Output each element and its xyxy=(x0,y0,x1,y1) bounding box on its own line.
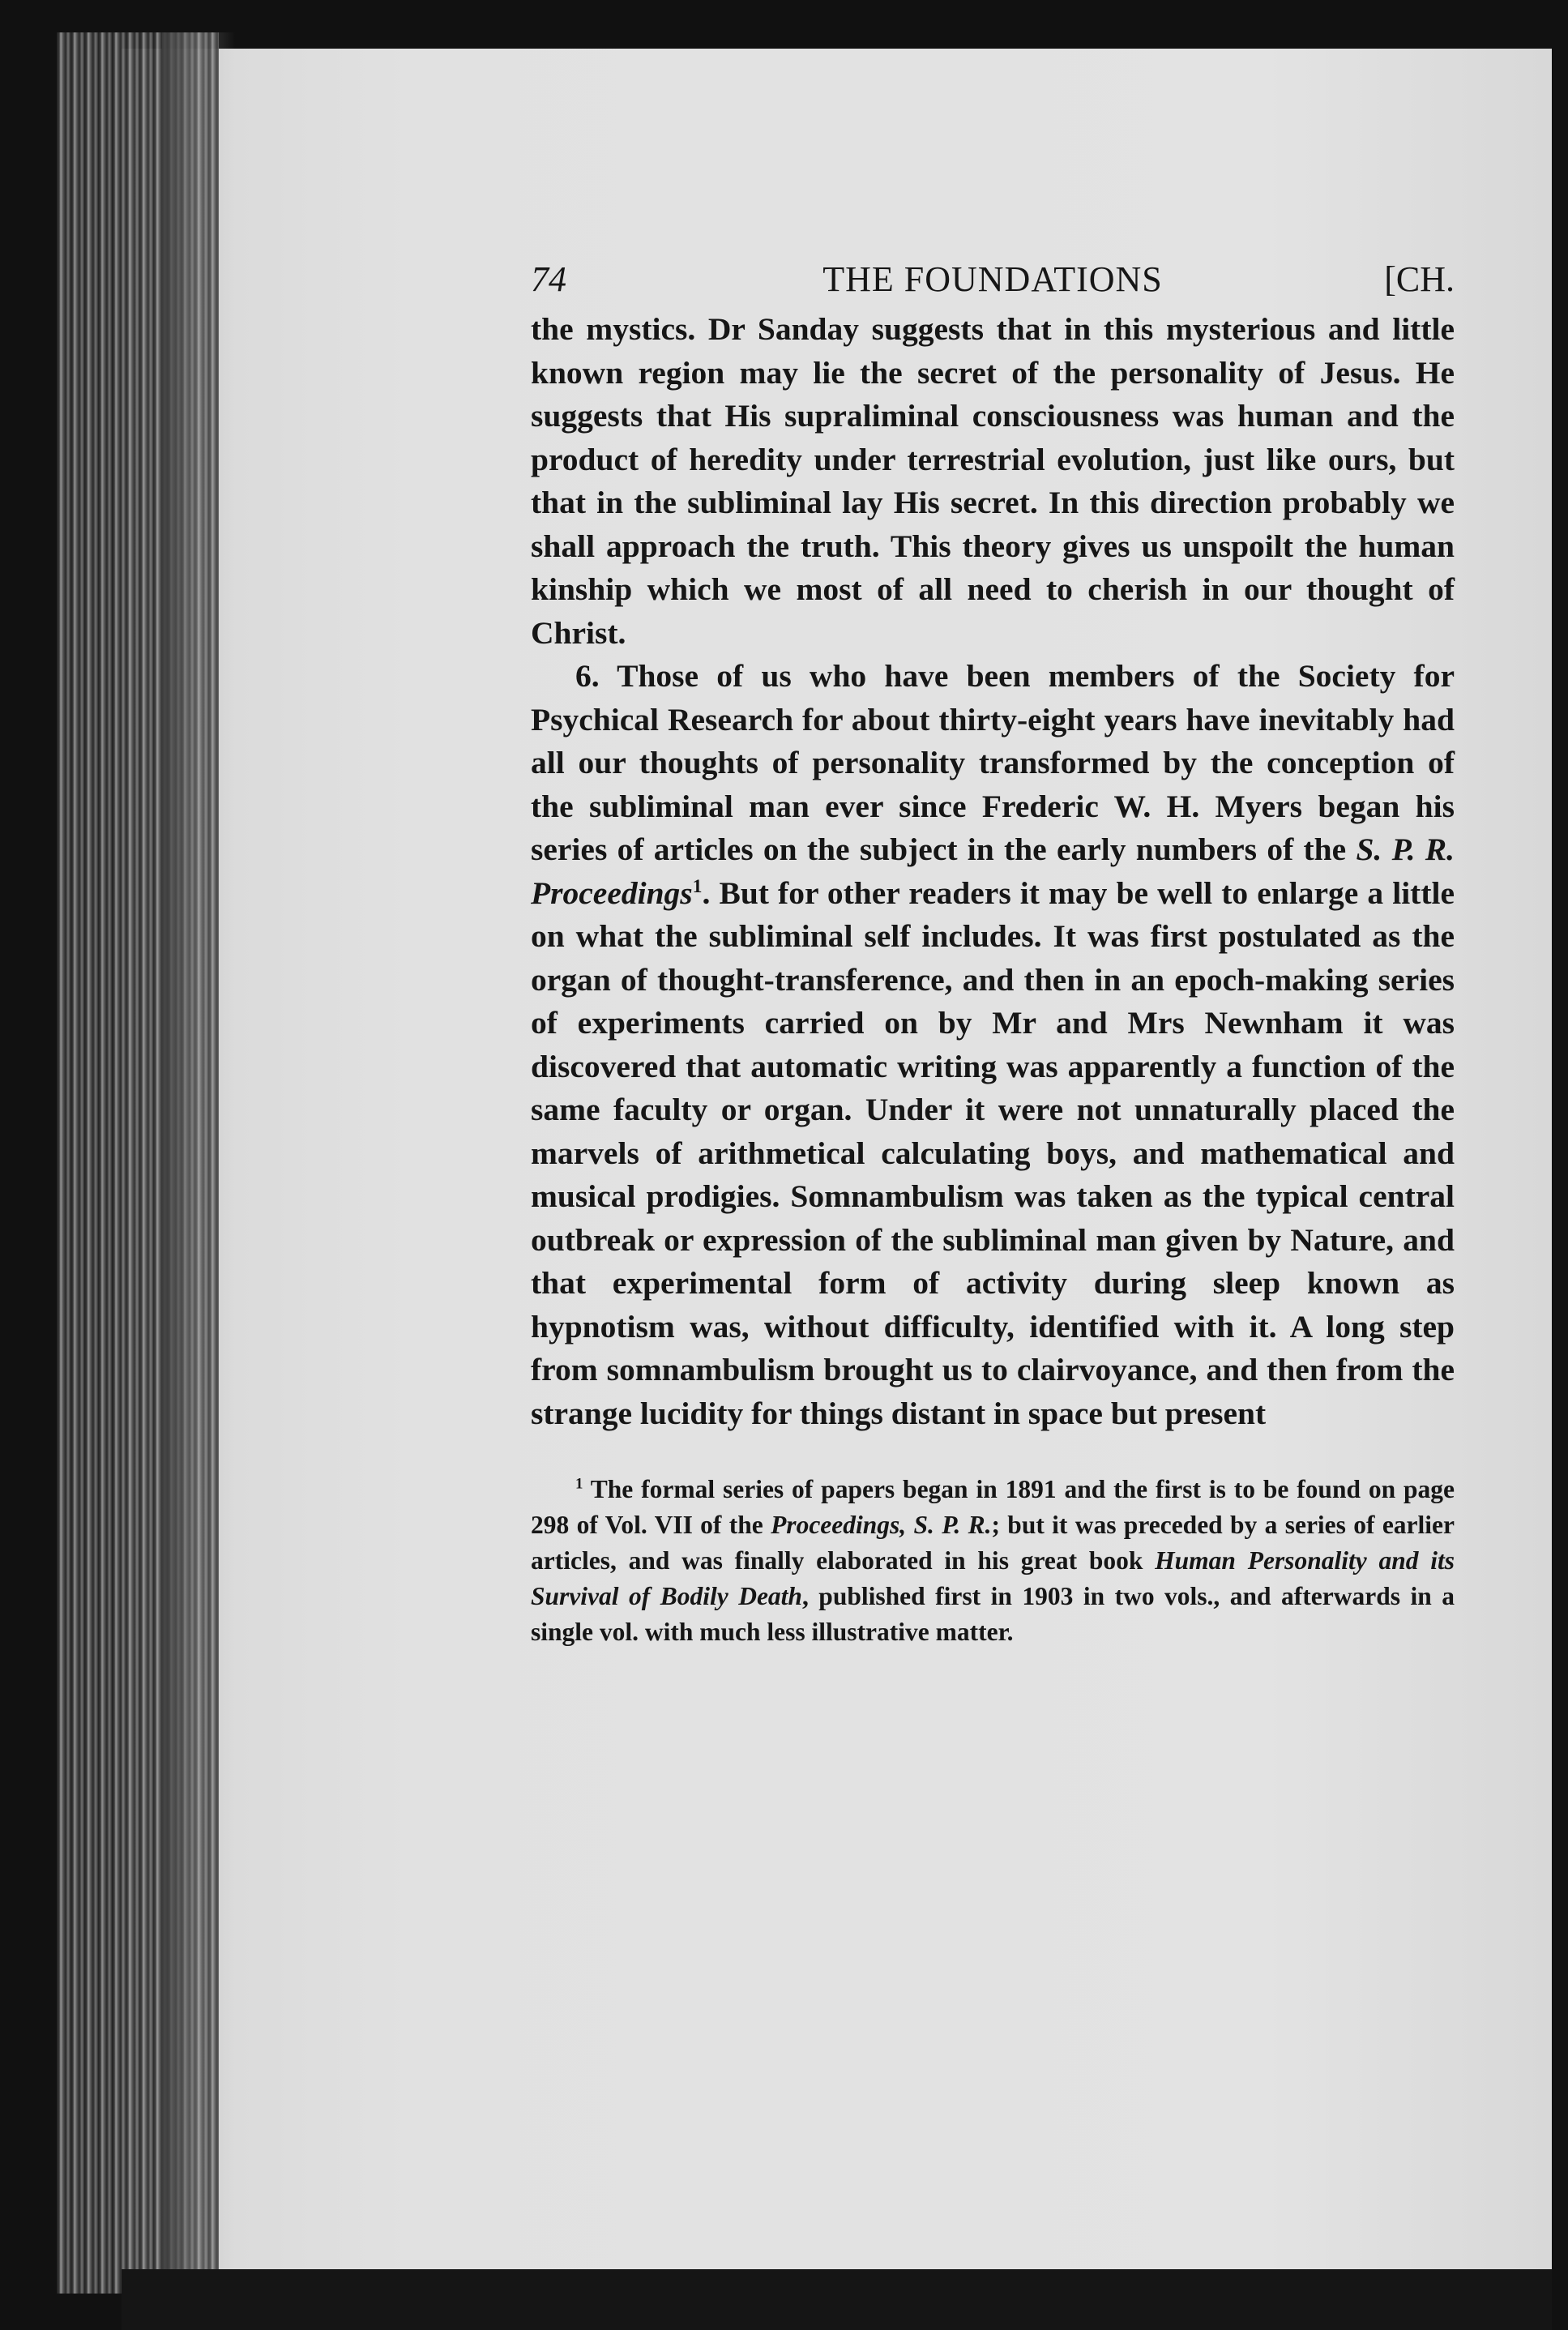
running-header xyxy=(531,251,1455,308)
footnote-reference: 1 xyxy=(692,875,703,897)
paragraph-1: the mystics. Dr Sanday suggests that in this mysterious and little known region may lie the secret of the personality of Jesus. He suggests that His supraliminal consciousness was human and the product of heredity under terrestrial evolution, just like ours, but that in the subliminal lay His secret. In this direction probably we shall approach the truth. This theory gives us unspoilt the human kinship which we most of all need to cherish in our thought of Christ. xyxy=(531,311,1455,651)
proceedings-title: S. P. R. Proceedings xyxy=(531,832,1455,911)
footnotes xyxy=(531,1472,1455,1650)
footnote-text-a: The formal series of papers began in 1891 and the first is to be found on page 298 of Vol. VII of the xyxy=(531,1475,1455,1539)
footnote-text-c: , published first in 1903 in two vols., and afterwards in a single vol. with much less illustrative matter. xyxy=(531,1582,1455,1646)
footnote-book-title: Human Personality and its Survival of Bodily Death xyxy=(531,1546,1455,1610)
paragraph-2-text-a: 6. Those of us who have been members of the Society for Psychical Research for about thirty-eight years have inevitably had all our thoughts of personality transformed by the conception of the subliminal man ever since Frederic W. H. Myers began his series of articles on the subject in the early numbers of the xyxy=(531,658,1455,867)
running-title: THE FOUNDATIONS xyxy=(822,259,1163,299)
page-number: 74 xyxy=(531,259,566,299)
footnote-marker: 1 xyxy=(575,1475,583,1493)
footnote-1 xyxy=(531,1472,1455,1650)
footnote-italic-a: Proceedings, S. P. R. xyxy=(771,1511,992,1539)
chapter-marker: [CH. xyxy=(1384,259,1455,299)
page-content xyxy=(531,251,1455,1650)
footnote-text-b: ; but it was preceded by a series of earlier articles, and was finally elaborated in his great book xyxy=(531,1511,1455,1575)
paragraph-2 xyxy=(531,655,1455,1435)
paragraph-2-text-b: . But for other readers it may be well to enlarge a little on what the subliminal self includes. It was first postulated as the organ of thought-transference, and then in an epoch-making series of experiments carried on by Mr and Mrs Newnham it was discovered that automatic writing was apparently a function of the same faculty or organ. Under it were not unnaturally placed the marvels of arithmetical calculating boys, and mathematical and musical prodigies. Somnambulism was taken as the typical central outbreak or expression of the subliminal man given by Nature, and that experimental form of activity during sleep known as hypnotism was, without difficulty, identified with it. A long step from somnambulism brought us to clairvoyance, and then from the strange lucidity for things distant in space but present xyxy=(531,874,1455,1431)
body-text xyxy=(531,308,1455,1435)
page-gutter-shadow xyxy=(162,32,235,2294)
page-bottom-border xyxy=(122,2269,1552,2330)
